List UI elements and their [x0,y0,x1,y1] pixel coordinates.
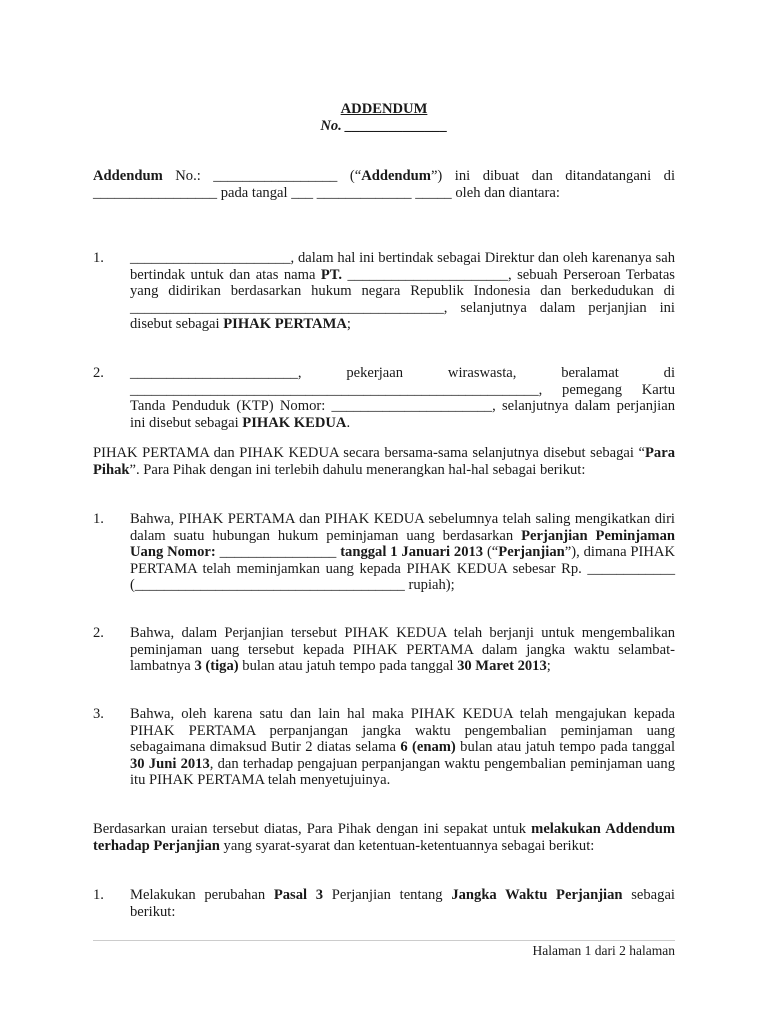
bold-text: Para Pihak [93,445,675,478]
text-run: _______________________, pekerjaan wiraswasta, beralamat di ________________________________________________________, pemegang Kartu Tanda Penduduk (KTP) Nomor: ______________________, selanjutnya dalam perjanjian ini disebut sebagai [130,365,675,431]
text-run: . [346,414,351,431]
numbered-item [93,511,675,594]
item-text [130,625,675,675]
text-run: bulan atau jatuh tempo pada tanggal [455,739,676,755]
bold-text: Perjanjian [498,544,565,560]
text-run: Berdasarkan uraian tersebut diatas, Para Pihak dengan ini sepakat untuk [93,821,532,837]
text-run: bulan atau jatuh tempo pada tanggal [238,658,458,674]
text-run: sebagai berikut: [130,887,675,920]
item-number: 2. [93,365,104,381]
text-run: PIHAK PERTAMA dan PIHAK KEDUA secara bersama-sama selanjutnya disebut sebagai “ [93,445,645,461]
numbered-item [93,887,675,920]
bold-text: Jangka Waktu Perjanjian [451,887,623,903]
bold-text: 3 (tiga) [194,658,239,674]
item-text [130,250,675,333]
text-run: Melakukan perubahan [130,887,274,903]
bold-text: Perjanjian Peminjaman Uang Nomor: [130,527,675,560]
item-text [130,706,675,789]
paragraph [93,445,675,478]
bold-text: tanggal 1 Januari 2013 [340,544,484,560]
bold-text: PIHAK PERTAMA [223,316,347,332]
item-text [130,365,675,431]
text-run: ; [546,658,551,674]
text-run: Bahwa, dalam Perjanjian tersebut PIHAK KEDUA telah berjanji untuk mengembalikan peminjaman uang tersebut kepada PIHAK PERTAMA dalam jangka waktu selambat-lambatnya [130,625,675,674]
text-run: Bahwa, oleh karena satu dan lain hal maka PIHAK KEDUA telah mengajukan kepada PIHAK PERTAMA perpanjangan jangka waktu pengembalian peminjaman uang sebagaimana dimaksud Butir 2 diatas selama [130,706,675,755]
text-run: ______________________, dalam hal ini bertindak sebagai Direktur dan oleh karenanya sah bertindak untuk dan atas nama [130,250,675,283]
bold-text: Addendum [93,168,163,184]
text-run: Bahwa, PIHAK PERTAMA dan PIHAK KEDUA sebelumnya telah saling mengikatkan diri dalam suatu hubungan hukum peminjaman uang berdasarkan [130,511,675,544]
bold-text: Pasal 3 [273,887,324,903]
bold-text: 30 Juni 2013 [130,755,210,772]
bold-text: 30 Maret 2013 [457,658,547,674]
text-run: ______________________, sebuah Perseroan Terbatas yang didirikan berdasarkan hukum negara Republik Indonesia dan berkedudukan di ___________________________________________, selanjutnya dalam perjanjian ini disebut sebagai [130,266,675,332]
footer-divider [93,940,675,941]
bold-text: Addendum [361,168,431,184]
text-run: No.: _________________ (“ [162,168,362,184]
text-run: ; [346,316,351,332]
numbered-item [93,625,675,675]
addendum-number-line: No. ______________ [320,118,448,134]
bold-text: 6 (enam) [400,739,456,755]
text-run: ”. Para Pihak dengan ini terlebih dahulu menerangkan hal-hal sebagai berikut: [129,461,586,478]
page-footer: Halaman 1 dari 2 halaman [532,943,675,958]
document-title: ADDENDUM [340,101,428,117]
item-number: 3. [93,706,104,722]
item-text [130,887,675,920]
item-text [130,511,675,594]
text-run: , dan terhadap pengajuan perpanjangan waktu pengembalian peminjaman uang itu PIHAK PERTAMA telah menyetujuinya. [130,755,675,788]
bold-text: melakukan Addendum terhadap Perjanjian [93,821,675,854]
item-number: 2. [93,625,104,641]
text-run: ”), dimana PIHAK PERTAMA telah meminjamkan uang kepada PIHAK KEDUA sebesar Rp. ____________ (_____________________________________ rupiah); [130,544,675,593]
numbered-item [93,250,675,333]
text-run: Perjanjian tentang [323,887,452,903]
bold-text: PT. [320,266,343,283]
paragraph [93,821,675,854]
numbered-item [93,706,675,789]
text-run: yang syarat-syarat dan ketentuan-ketentuannya sebagai berikut: [219,837,595,854]
text-run: ________________ [215,544,341,560]
text-run: (“ [483,544,499,560]
item-number: 1. [93,887,104,903]
numbered-item [93,365,675,431]
item-number: 1. [93,511,104,527]
text-run: ”) ini dibuat dan ditandatangani di _________________ pada tangal ___ _____________ _____ oleh dan diantara: [93,168,675,201]
paragraph [93,168,675,201]
bold-text: PIHAK KEDUA [242,414,347,431]
item-number: 1. [93,250,104,266]
